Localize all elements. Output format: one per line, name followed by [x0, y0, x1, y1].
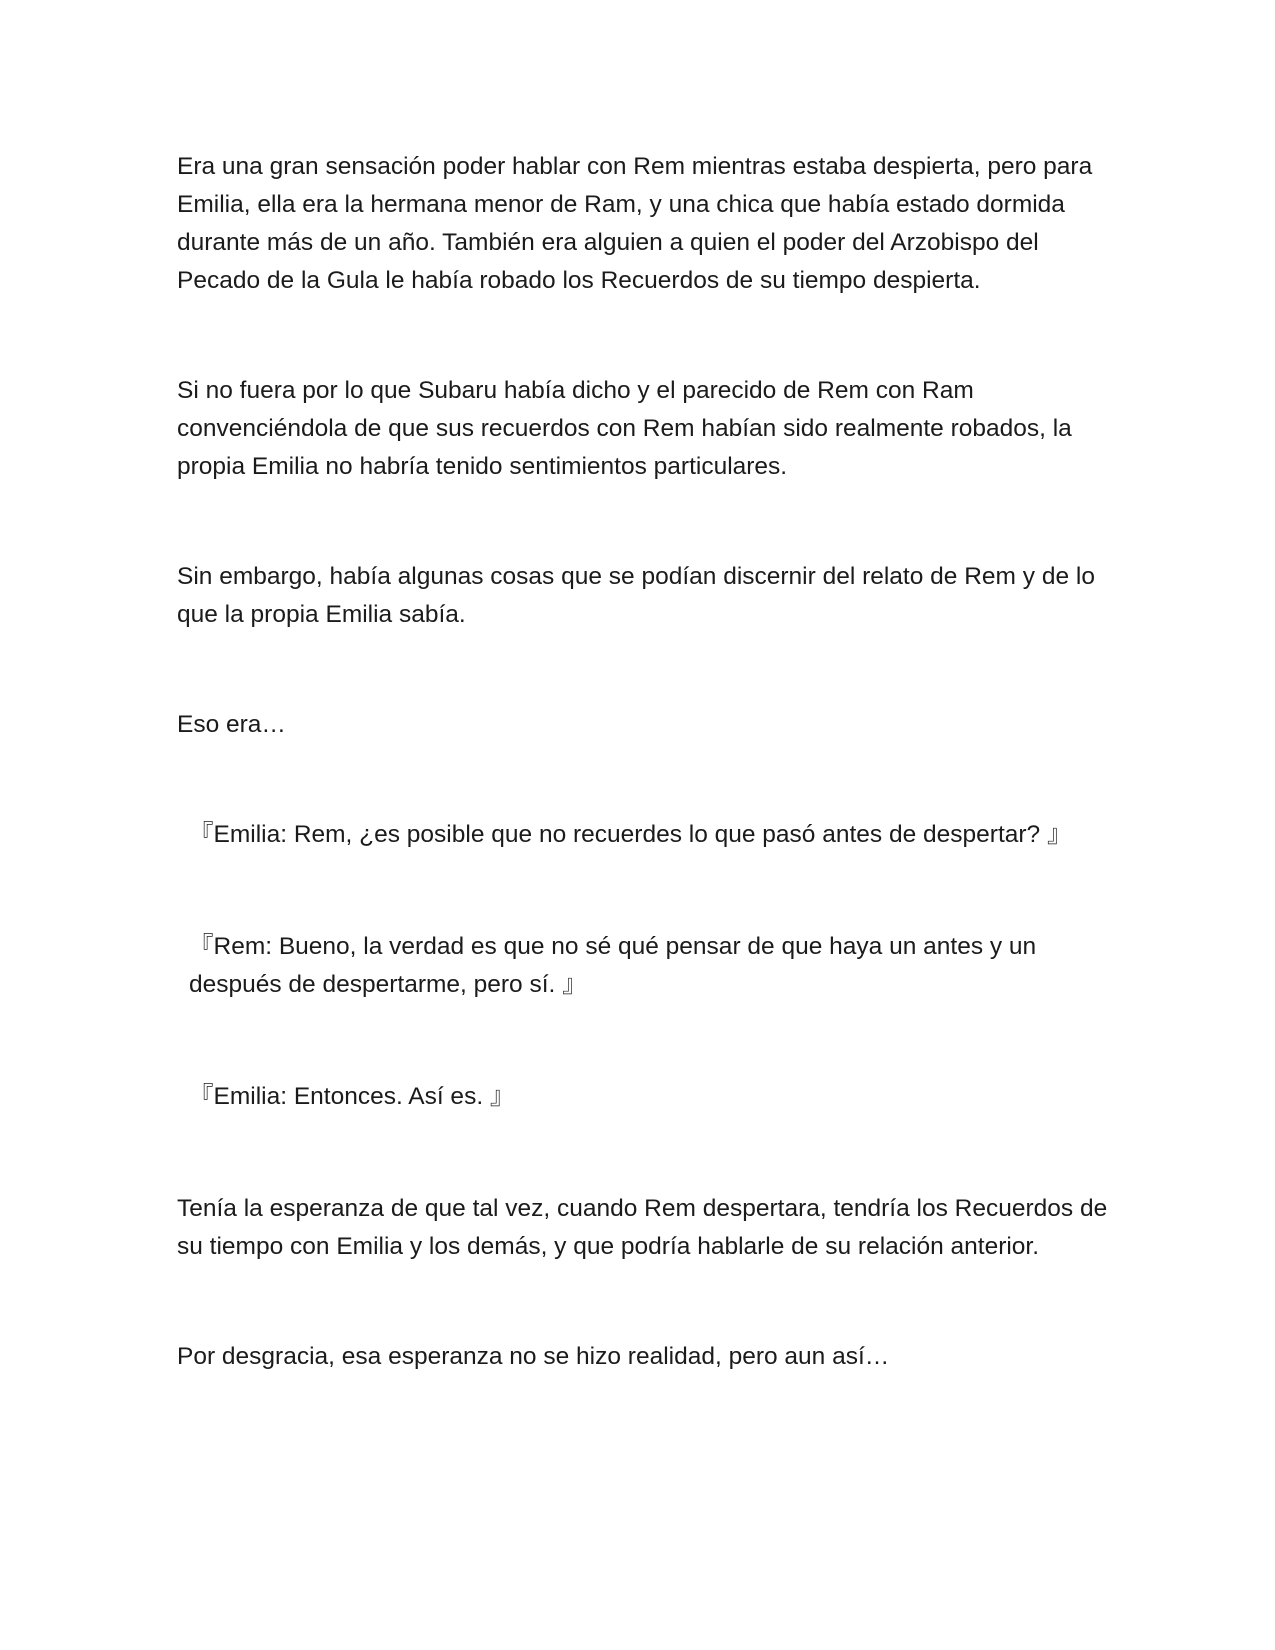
paragraph-1: Era una gran sensación poder hablar con Rem mientras estaba despierta, pero para Emilia, ella era la hermana menor de Ram, y una chica que había estado dormida durante más de un año. También era alguien a quien el poder del Arzobispo del Pecado de la Gula le había robado los Recuerdos de su tiempo despierta.: [177, 153, 1093, 294]
paragraph-3: Sin embargo, había algunas cosas que se podían discernir del relato de Rem y de lo que la propia Emilia sabía.: [177, 563, 1095, 628]
dialog-line-3: 『Emilia: Entonces. Así es. 』: [189, 1083, 515, 1110]
paragraph-6: Por desgracia, esa esperanza no se hizo realidad, pero aun así…: [177, 1343, 890, 1370]
document-body: [177, 148, 1112, 1448]
paragraph-2: Si no fuera por lo que Subaru había dicho y el parecido de Rem con Ram convenciéndola de que sus recuerdos con Rem habían sido realmente robados, la propia Emilia no habría tenido sentimientos particulares.: [177, 377, 1072, 480]
paragraph-4: Eso era…: [177, 711, 286, 738]
dialog-line-1: 『Emilia: Rem, ¿es posible que no recuerdes lo que pasó antes de despertar? 』: [189, 821, 1072, 848]
dialog-line-2: 『Rem: Bueno, la verdad es que no sé qué pensar de que haya un antes y un después de despertarme, pero sí. 』: [189, 933, 1037, 998]
paragraph-5: Tenía la esperanza de que tal vez, cuando Rem despertara, tendría los Recuerdos de su tiempo con Emilia y los demás, y que podría hablarle de su relación anterior.: [177, 1195, 1108, 1260]
